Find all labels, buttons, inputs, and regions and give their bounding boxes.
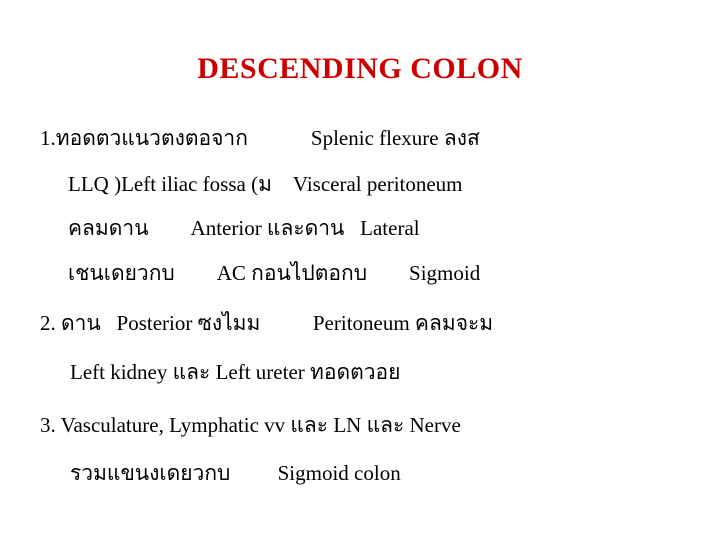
body-line: 2. ดาน Posterior ซงไมม Peritoneum คลมจะม	[40, 311, 494, 335]
body-line: รวมแขนงเดยวกบ Sigmoid colon	[70, 461, 401, 485]
body-line: Left kidney และ Left ureter ทอดตวอย	[70, 360, 401, 384]
body-line: คลมดาน Anterior และดาน Lateral	[68, 216, 420, 240]
body-line: 1.ทอดตวแนวตงตอจาก Splenic flexure ลงส	[40, 126, 480, 150]
slide-body	[40, 118, 685, 484]
page-title: DESCENDING COLON	[197, 52, 523, 85]
body-line: 3. Vasculature, Lymphatic vv และ LN และ Nerve	[40, 413, 461, 437]
body-line: เชนเดยวกบ AC กอนไปตอกบ Sigmoid	[68, 261, 481, 285]
body-line: LLQ )Left iliac fossa (ม Visceral peritoneum	[68, 172, 463, 196]
